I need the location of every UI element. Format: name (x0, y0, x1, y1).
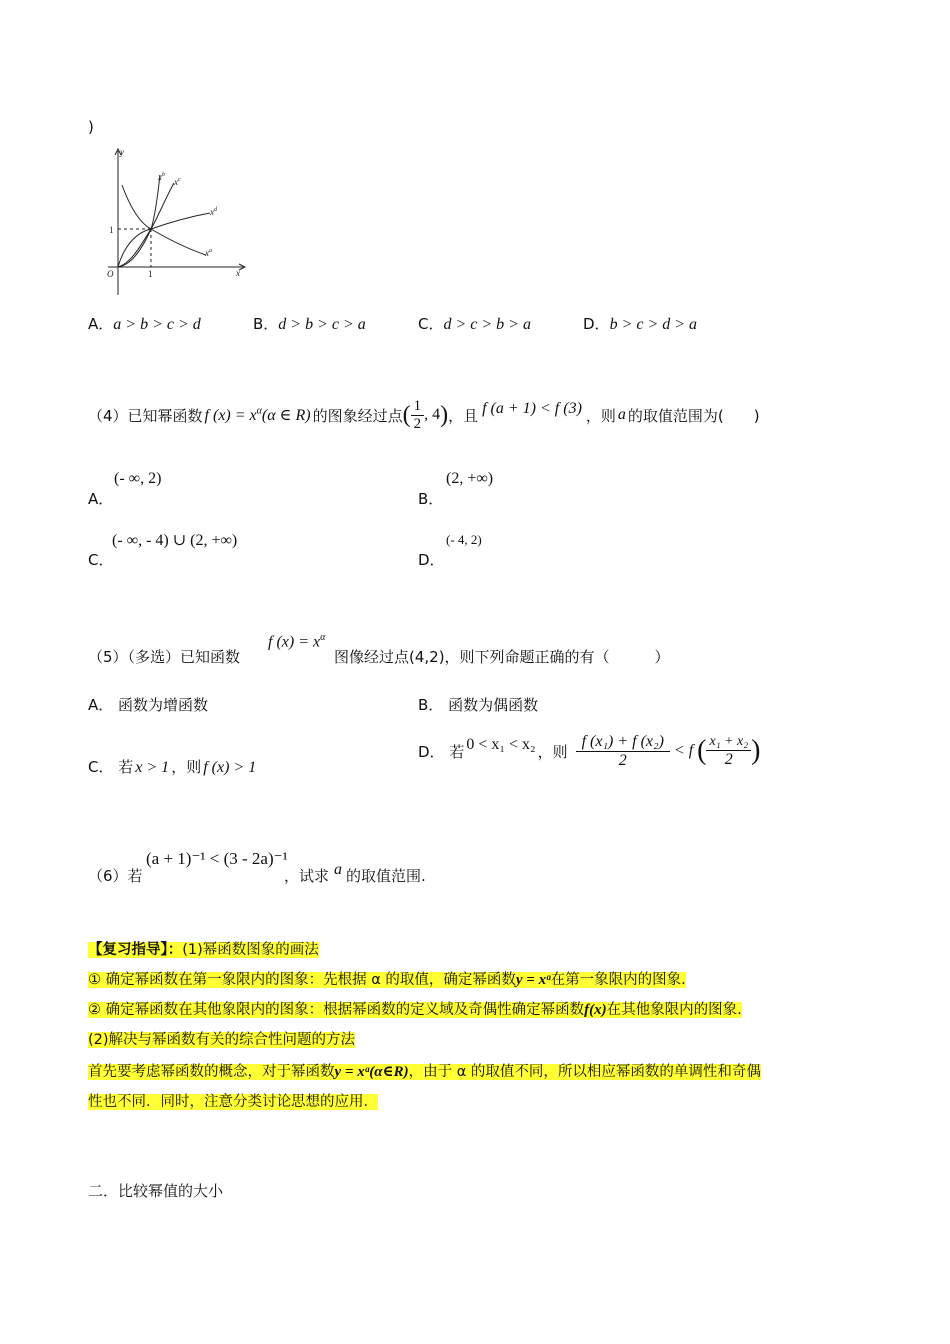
section-2-heading: 二．比较幂值的大小 (88, 1182, 224, 1200)
q5-option-c[interactable]: C． 若 x > 1 ，则 f (x) > 1 (88, 758, 257, 776)
curve-a-label: $x^a$ (205, 248, 212, 258)
q3-option-c[interactable]: C．d > c > b > a (418, 315, 531, 333)
curve-d-label: $x^d$ (210, 207, 217, 217)
guide-line-5: 首先要考虑幂函数的概念，对于幂函数y = xᵅ(α∈R)，由于 α 的取值不同，所以相应幂函数的单调性和奇偶 (88, 1064, 761, 1080)
guide-title-line: 【复习指导】：(1)幂函数图象的画法 (88, 942, 319, 958)
q5-option-a[interactable]: A． 函数为增函数 (88, 696, 209, 714)
q3-option-d[interactable]: D．b > c > d > a (583, 315, 698, 333)
curve-c-label: $x^c$ (174, 177, 181, 187)
power-function-graph (88, 145, 253, 297)
q3-option-b[interactable]: B．d > b > c > a (253, 315, 366, 333)
q3-option-a[interactable]: A．a > b > c > d (88, 315, 201, 333)
curve-b-label: $x^b$ (158, 172, 165, 182)
guide-line-6: 性也不同．同时，注意分类讨论思想的应用． (88, 1094, 378, 1110)
curve-xb (118, 175, 160, 267)
q5-option-d[interactable]: D． 若 0 < x₁ < x₂ ，则 $\frac{\text{f (x₁) + f (x₂)}}{2}$ < f ( $\frac{\text{x₁ + x₂}}{2}$ ) (418, 732, 761, 769)
guide-line-3: ② 确定幂函数在其他象限内的图象：根据幂函数的定义域及奇偶性确定幂函数f(x)在其他象限内的图象. (88, 1002, 742, 1018)
y-tick-1: 1 (109, 225, 114, 235)
curve-xd (118, 213, 210, 267)
guide-line-4: (2)解决与幂函数有关的综合性问题的方法 (88, 1032, 356, 1048)
continuation-paren: ) (88, 118, 94, 136)
x-tick-1: 1 (148, 269, 153, 279)
curve-xa (122, 185, 206, 255)
x-axis-label: x (236, 268, 240, 278)
q4-stem: （4）已知幂函数 f $(x) = x^\alpha(\alpha$ ∈ R) 的图象经过点 ( $\frac{1}{2}$ , 4 ) ，且 f (a + 1) < f (3) ，则 a 的取值范围为( ) (88, 397, 760, 432)
q5-option-b[interactable]: B． 函数为偶函数 (418, 696, 539, 714)
guide-line-2: ① 确定幂函数在第一象限内的图象：先根据 α 的取值，确定幂函数y = xᵅ在第一象限内的图象. (88, 972, 686, 988)
origin-label: O (107, 269, 114, 279)
y-axis-label: y (120, 147, 124, 157)
